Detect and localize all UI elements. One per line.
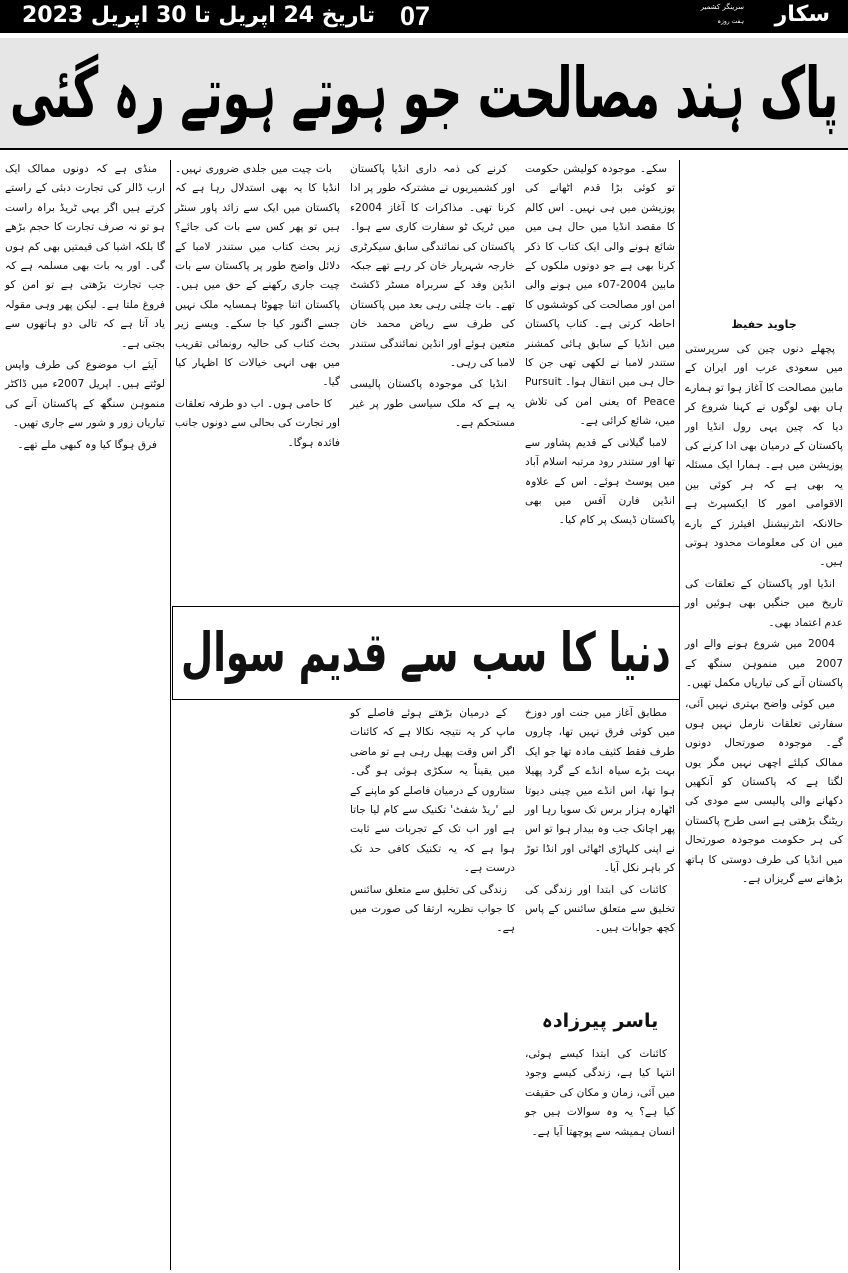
article-column <box>680 340 848 1270</box>
paragraph: منڈی ہے کہ دونوں ممالک ایک ارب ڈالر کی تجارت دبئی کے راستے کرتے ہیں اگر یہی ٹریڈ براہ راست ہو تو نہ صرف تجارت کا حجم بڑھے گا بلکہ اشیا کی قیمتیں بھی کم ہوں گی۔ اور یہ بات بھی مسلمہ ہے کہ جب تجارت بڑھتی ہے تو امن کو فروغ ملتا ہے۔ لیکن پھر وہی مقولہ یاد آتا ہے کہ تالی دو ہاتھوں سے بجتی ہے۔ <box>5 163 165 350</box>
article-column <box>345 160 520 600</box>
paragraph: میں کوئی واضح بہتری نہیں آئی، سفارتی تعلقات نارمل نہیں ہوں گے۔ موجودہ صورتحال دونوں ممالک کیلئے اچھی نہیں مگر یوں لگتا ہے کہ پاکستان کو آنکھیں دکھانے والی پالیسی سے مودی کی ریٹنگ بڑھتی ہے اسی طرح پاکستان کی ہر حکومت موجودہ صورتحال میں انڈیا کی طرف دوستی کا ہاتھ بڑھانے سے گریزاں ہے۔ <box>685 698 843 885</box>
paragraph: سکے۔ موجودہ کولیشن حکومت تو کوئی بڑا قدم اٹھانے کی پوزیشن میں ہی نہیں۔ اس کالم کا مقصد انڈیا میں حال ہی میں شائع ہونے والی ایک کتاب کا ذکر کرنا بھی ہے جو دونوں ملکوں کے مابین 2004-07ء میں ہونے والی امن اور مصالحت کی کوششوں کا احاطہ کرتی ہے۔ کتاب پاکستان میں انڈیا کے سابق ہائی کمشنر ستندر لامبا نے لکھی تھی جن کا حال ہی میں انتقال ہوا۔ Pursuit of Peace یعنی امن کی تلاش میں، شائع کرائی ہے۔ <box>525 163 675 428</box>
paragraph: مطابق آغاز میں جنت اور دوزخ میں کوئی فرق نہیں تھا، چاروں طرف فقط کثیف مادہ تھا جو ایک بہت بڑے سیاہ انڈے کے گرد پھیلا ہوا تھا، اس انڈے میں چینی دیوتا اٹھارہ ہزار برس تک سویا رہا اور پھر اچانک جب وہ بیدار ہوا تو اس نے اپنی کلہاڑی اٹھائی اور انڈا توڑ کر باہر نکل آیا۔ <box>525 707 675 875</box>
logo-tagline: سرینگر کشمیر <box>700 3 744 11</box>
article-column <box>520 160 680 600</box>
second-headline-box <box>172 606 680 700</box>
paragraph: زندگی کی تخلیق سے متعلق سائنس کا جواب نظریہ ارتقا کی صورت میں ہے۔ <box>350 883 515 935</box>
article-byline: یاسر پیرزادہ <box>541 1010 659 1032</box>
paragraph: آیئے اب موضوع کی طرف واپس لوٹتے ہیں۔ اپریل 2007ء میں ڈاکٹر منموہن سنگھ کے پاکستان آنے کی تیاریاں زور و شور سے جاری تھیں۔ <box>5 359 165 430</box>
article-column <box>0 160 170 1270</box>
paragraph: کا حامی ہوں۔ اب دو طرفہ تعلقات اور تجارت کی بحالی سے دونوں جانب فائدہ ہوگا۔ <box>175 397 340 449</box>
article-column <box>170 704 345 1270</box>
paragraph: انڈیا کی موجودہ پاکستان پالیسی یہ ہے کہ ملک سیاسی طور پر غیر مستحکم ہے۔ <box>350 378 515 430</box>
article-headline: دنیا کا سب سے قدیم سوال <box>181 621 671 684</box>
article-headline: پاک ہند مصالحت جو ہوتے ہوتے رہ گئی <box>10 52 839 134</box>
paragraph: کرنے کی ذمہ داری انڈیا پاکستان اور کشمیریوں نے مشترکہ طور پر ادا کرنا تھی۔ مذاکرات کا آغاز 2004ء میں ٹریک ٹو سفارت کاری سے ہوا۔ پاکستان کی نمائندگی سابق سیکرٹری خارجہ شہریار خان کر رہے تھے جبکہ انڈین وفد کے سربراہ مسٹر ڈکشٹ تھے۔ بات چلتی رہی بعد میں پاکستان کی طرف سے ریاض محمد خان متعین ہوئے اور انڈین نمائندگی ستندر لامبا کی رہی۔ <box>350 163 515 370</box>
issue-date: تاریخ 24 اپریل تا 30 اپریل 2023 <box>22 3 376 28</box>
article-column <box>520 704 680 996</box>
paragraph: کے درمیان بڑھتے ہوئے فاصلے کو ماپ کر یہ نتیجہ نکالا ہے کہ کائنات اگر اس وقت پھیل رہی ہے تو ماضی میں یقیناً یہ سکڑی ہوئی ہو گی۔ ستاروں کے درمیان فاصلے کو ماپنے کے لیے 'ریڈ شفٹ' تکنیک سے کام لیا جاتا ہے اور اب تک کے تجربات سے ثابت ہوا ہے کہ یہ تکنیک کافی حد تک درست ہے۔ <box>350 707 515 875</box>
article-column <box>345 704 520 1270</box>
paragraph: بات چیت میں جلدی ضروری نہیں۔ انڈیا کا یہ بھی استدلال رہا ہے کہ پاکستان میں ایک سے زائد پاور سنٹر ہیں تو پھر کس سے بات کی جائے؟ زیر بحث کتاب میں ستندر لامبا کے دلائل واضح طور پر پاکستان سے بات چیت جاری رکھنے کے حق میں ہیں۔ پاکستان اتنا چھوٹا ہمسایہ ملک نہیں جسے اگنور کیا جا سکے۔ ویسے زیر بحث کتاب کی حالیہ رونمائی تقریب میں بھی انہی خیالات کا اظہار کیا گیا۔ <box>175 163 340 389</box>
article-column <box>520 1045 680 1270</box>
logo-wordmark: سکار <box>774 2 830 27</box>
article-byline: جاوید حفیظ <box>731 318 797 331</box>
paragraph: لامبا گیلانی کے قدیم پشاور سے تھا اور ستندر رود مرتبہ اسلام آباد میں پوسٹ ہوئے۔ اس کے علاوہ انڈین فارن آفس میں بھی پاکستان ڈیسک پر کام کیا۔ <box>525 436 675 527</box>
paragraph: فرق ہوگا کیا وہ کبھی ملے تھے۔ <box>17 438 157 451</box>
logo-frequency: ہفت روزہ <box>717 18 744 25</box>
newspaper-logo <box>674 0 834 33</box>
masthead-bar <box>0 0 848 33</box>
paragraph: انڈیا اور پاکستان کے تعلقات کی تاریخ میں جنگیں بھی ہوئیں اور عدم اعتماد بھی۔ <box>685 577 843 629</box>
paragraph: کائنات کی ابتدا کیسے ہوئی، انتہا کیا ہے، زندگی کیسے وجود میں آئی، زمان و مکان کی حقیقت کیا ہے؟ یہ وہ سوالات ہیں جو انسان ہمیشہ سے پوچھتا آیا ہے۔ <box>525 1048 675 1138</box>
headline-banner <box>0 38 848 150</box>
paragraph: پچھلے دنوں چین کی سرپرستی میں سعودی عرب اور ایران کے مابین مصالحت کا آغاز ہوا تو ہمارے ہاں بھی لوگوں نے کہنا شروع کر دیا کہ چین یہی رول انڈیا اور پاکستان کے درمیان بھی ادا کرنے کی پوزیشن میں ہے۔ ہمارا ایک مسئلہ یہ بھی ہے کہ ہر کوئی بین الاقوامی امور کا ایکسپرٹ ہے حالانکہ انٹرنیشنل افیئرز کے بارے میں ان کی معلومات محدود ہوتی ہیں۔ <box>685 343 843 569</box>
paragraph: کائنات کی ابتدا اور زندگی کی تخلیق سے متعلق سائنس کے پاس کچھ جوابات ہیں۔ <box>525 883 675 935</box>
paragraph: 2004 میں شروع ہونے والے اور 2007 میں منموہن سنگھ کے پاکستان آنے کی تیاریاں مکمل تھیں۔ <box>685 638 843 689</box>
page-number: 07 <box>400 1 431 31</box>
article-column <box>170 160 345 600</box>
